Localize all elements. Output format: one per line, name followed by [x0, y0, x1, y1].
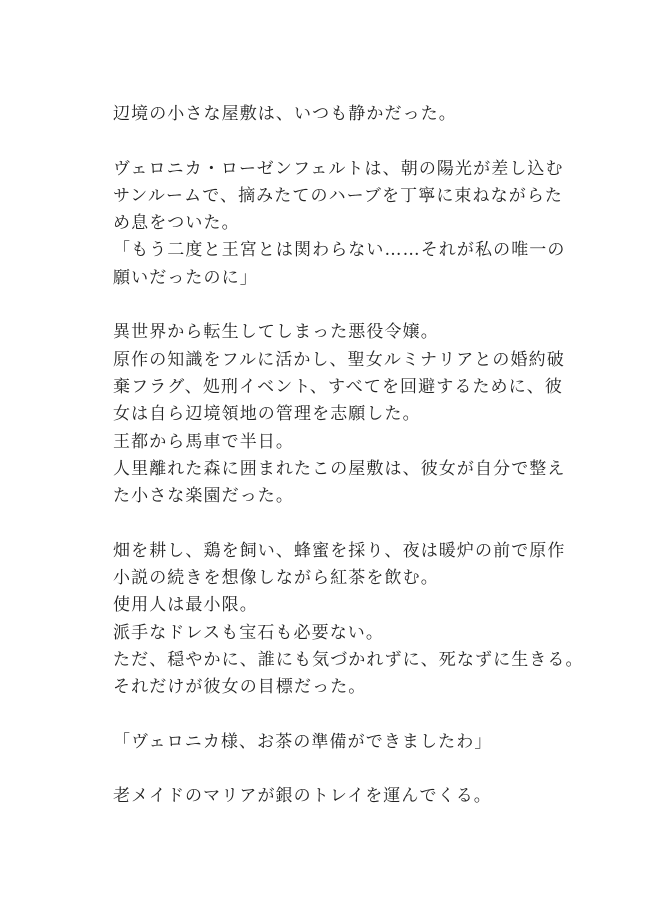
text-line: 派手なドレスも宝石も必要ない。: [113, 622, 384, 643]
paragraph-break: [113, 128, 553, 155]
text-line: 使用人は最小限。: [113, 595, 258, 616]
paragraph-break: [113, 702, 553, 729]
text-line: 女は自ら辺境領地の管理を志願した。: [113, 404, 421, 425]
text-line: 異世界から転生してしまった悪役令嬢。: [113, 322, 439, 343]
text-line: サンルームで、摘みたてのハーブを丁寧に束ねながらた: [113, 185, 564, 206]
paragraph-break: [113, 292, 553, 319]
paragraph-break: [113, 756, 553, 783]
text-line: 老メイドのマリアが銀のトレイを運んでくる。: [113, 786, 492, 807]
text-line: た小さな楽園だった。: [113, 486, 294, 507]
text-line: 「ヴェロニカ様、お茶の準備ができましたわ」: [113, 731, 493, 752]
paragraph-break: [113, 510, 553, 537]
text-line: 願いだったのに」: [113, 267, 258, 288]
text-line: 小説の続きを想像しながら紅茶を飲む。: [113, 568, 439, 589]
text-line: 辺境の小さな屋敷は、いつも静かだった。: [113, 104, 457, 124]
text-line: 王都から馬車で半日。: [113, 431, 294, 452]
text-line: め息をついた。: [113, 213, 240, 234]
text-line: 原作の知識をフルに活かし、聖女ルミナリアとの婚約破: [113, 349, 565, 370]
text-line: 「もう二度と王宮とは関わらない……それが私の唯一の: [113, 240, 566, 261]
text-line: 畑を耕し、鶏を飼い、蜂蜜を採り、夜は暖炉の前で原作: [113, 540, 566, 561]
text-line: それだけが彼女の目標だった。: [113, 677, 367, 698]
text-line: 人里離れた森に囲まれたこの屋敷は、彼女が自分で整え: [113, 458, 566, 479]
text-line: 棄フラグ、処刑イベント、すべてを回避するために、彼: [113, 376, 563, 397]
novel-text: [113, 101, 584, 811]
text-line: ただ、穏やかに、誰にも気づかれずに、死なずに生きる。: [113, 649, 584, 670]
text-line: ヴェロニカ・ローゼンフェルトは、朝の陽光が差し込む: [113, 158, 564, 179]
